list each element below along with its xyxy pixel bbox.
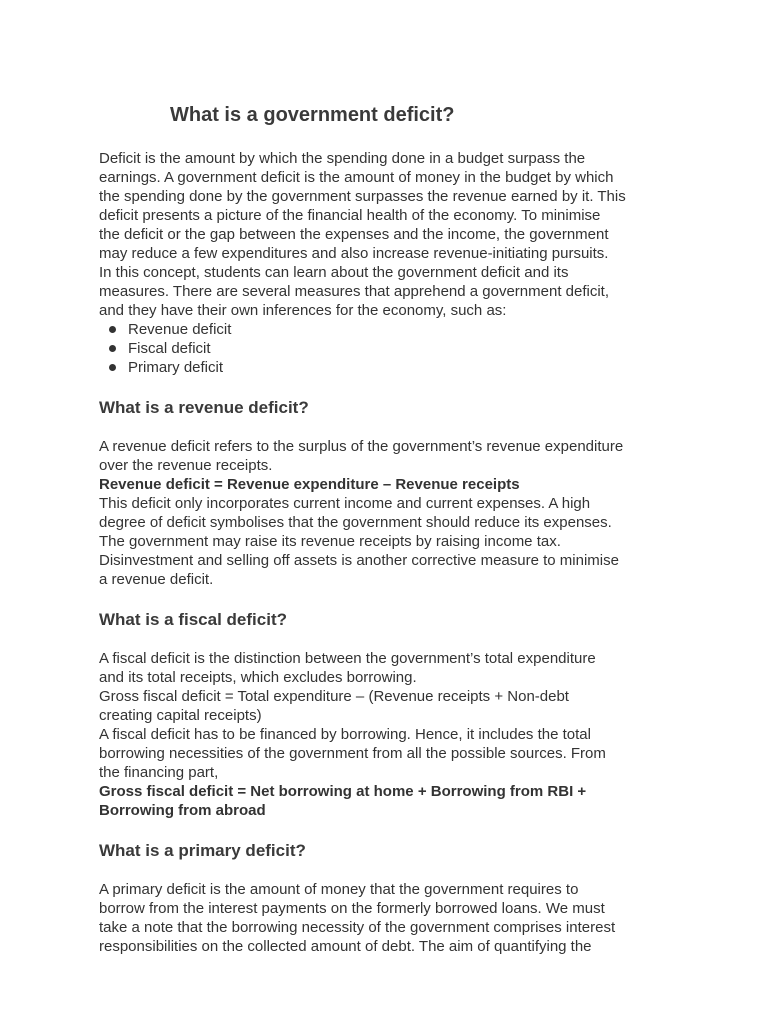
- page-title: What is a government deficit?: [170, 104, 455, 126]
- list-item: Primary deficit: [99, 358, 679, 377]
- revenue-deficit-explanation: This deficit only incorporates current income and current expenses. A high degree of deficit symbolises that the government should reduce its expenses. The government may raise its revenue receipts by raising income tax. Disinvestment and selling off assets is another corrective measure to minimise a revenue deficit.: [99, 495, 619, 588]
- fiscal-deficit-paragraph: A fiscal deficit is the distinction between the government’s total expenditure and its total receipts, which excludes borrowing. Gross fiscal deficit = Total expenditure – (Revenue receipts + Non-debt creating capital receipts) A fiscal deficit has to be financed by borrowing. Hence, it includes the total borrowing necessities of the government from all the possible sources. From the financing part,: [99, 650, 606, 781]
- primary-deficit-paragraph: A primary deficit is the amount of money that the government requires to borrow from the interest payments on the formerly borrowed loans. We must take a note that the borrowing necessity of the government comprises interest responsibilities on the collected amount of debt. The aim of quantifying the: [99, 881, 616, 955]
- bullet-icon: [109, 345, 116, 352]
- revenue-deficit-formula: Revenue deficit = Revenue expenditure – Revenue receipts: [99, 476, 520, 493]
- list-item: Revenue deficit: [99, 320, 679, 339]
- revenue-deficit-heading: What is a revenue deficit?: [99, 398, 309, 417]
- fiscal-deficit-formula: Gross fiscal deficit = Net borrowing at home + Borrowing from RBI + Borrowing from abroad: [99, 783, 587, 819]
- document-page: [99, 102, 679, 956]
- intro-paragraph: Deficit is the amount by which the spending done in a budget surpass the earnings. A government deficit is the amount of money in the budget by which the spending done by the government surpasses the revenue earned by it. This deficit presents a picture of the financial health of the economy. To minimise the deficit or the gap between the expenses and the income, the government may reduce a few expenditures and also increase revenue-initiating pursuits. In this concept, students can learn about the government deficit and its measures. There are several measures that apprehend a government deficit, and they have their own inferences for the economy, such as:: [99, 150, 626, 319]
- deficit-types-list: [99, 320, 679, 377]
- bullet-icon: [109, 364, 116, 371]
- primary-deficit-heading: What is a primary deficit?: [99, 841, 306, 860]
- list-item: Fiscal deficit: [99, 339, 679, 358]
- bullet-icon: [109, 326, 116, 333]
- revenue-deficit-paragraph: A revenue deficit refers to the surplus of the government’s revenue expenditure over the revenue receipts.: [99, 438, 624, 474]
- fiscal-deficit-heading: What is a fiscal deficit?: [99, 610, 287, 629]
